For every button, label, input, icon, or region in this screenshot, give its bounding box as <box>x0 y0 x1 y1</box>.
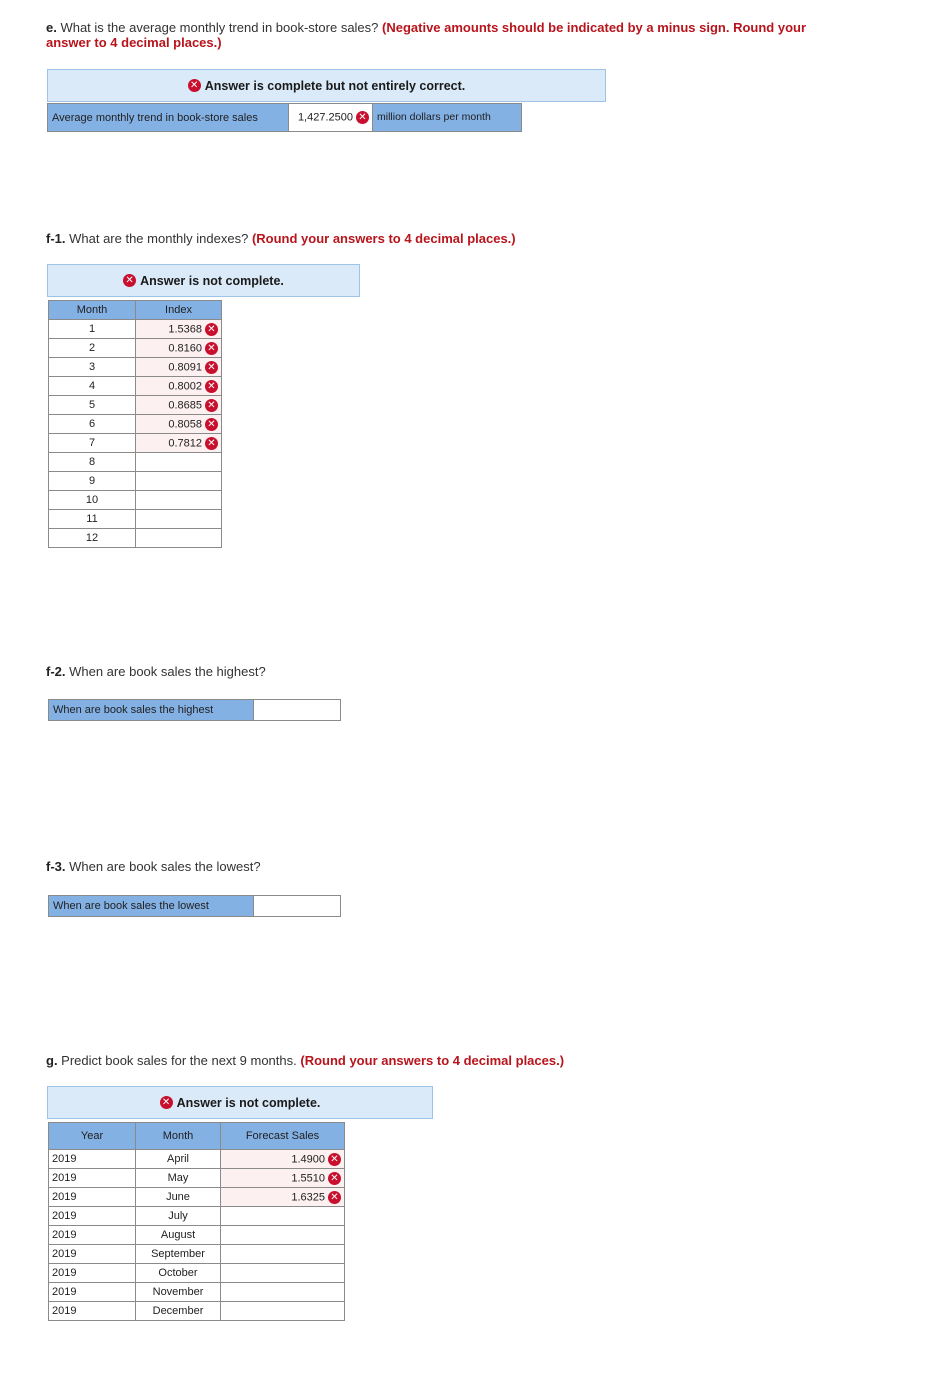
row-label: Average monthly trend in book-store sales <box>48 104 289 132</box>
row-label: When are book sales the highest <box>49 700 254 721</box>
x-circle-icon: ✕ <box>328 1191 341 1204</box>
month-cell: 9 <box>49 472 136 491</box>
year-cell: 2019 <box>49 1226 136 1245</box>
month-cell: December <box>136 1302 221 1321</box>
col-forecast: Forecast Sales <box>221 1123 345 1150</box>
x-circle-icon: ✕ <box>205 323 218 336</box>
table-row <box>49 472 222 491</box>
year-cell: 2019 <box>49 1264 136 1283</box>
x-circle-icon: ✕ <box>328 1153 341 1166</box>
table-row <box>49 1302 345 1321</box>
table-row <box>49 396 222 415</box>
highest-input[interactable] <box>254 700 341 721</box>
table-row <box>49 1169 345 1188</box>
month-cell: 1 <box>49 320 136 339</box>
table-row <box>49 1226 345 1245</box>
forecast-input[interactable] <box>221 1283 345 1302</box>
x-circle-icon: ✕ <box>205 437 218 450</box>
x-circle-icon: ✕ <box>205 342 218 355</box>
forecast-input[interactable]: 1.6325 ✕ <box>221 1188 345 1207</box>
index-table <box>48 300 222 548</box>
table-row <box>49 415 222 434</box>
year-cell: 2019 <box>49 1150 136 1169</box>
month-cell: 2 <box>49 339 136 358</box>
forecast-input[interactable] <box>221 1226 345 1245</box>
x-circle-icon: ✕ <box>205 418 218 431</box>
forecast-input[interactable] <box>221 1245 345 1264</box>
forecast-table <box>48 1122 345 1321</box>
status-banner-e: ✕ Answer is complete but not entirely correct. <box>47 69 606 102</box>
x-circle-icon: ✕ <box>356 111 369 124</box>
index-input[interactable]: 0.8160 ✕ <box>136 339 222 358</box>
forecast-input[interactable] <box>221 1302 345 1321</box>
x-circle-icon: ✕ <box>205 399 218 412</box>
index-input[interactable]: 0.8091 ✕ <box>136 358 222 377</box>
index-input[interactable] <box>136 472 222 491</box>
year-cell: 2019 <box>49 1169 136 1188</box>
year-cell: 2019 <box>49 1302 136 1321</box>
table-row <box>49 510 222 529</box>
month-cell: 12 <box>49 529 136 548</box>
table-row <box>49 377 222 396</box>
month-cell: May <box>136 1169 221 1188</box>
index-input[interactable] <box>136 529 222 548</box>
answer-table-f3 <box>48 895 341 917</box>
x-circle-icon: ✕ <box>328 1172 341 1185</box>
x-circle-icon: ✕ <box>123 274 136 287</box>
month-cell: June <box>136 1188 221 1207</box>
table-row <box>49 453 222 472</box>
x-circle-icon: ✕ <box>205 361 218 374</box>
question-f1: f-1. What are the monthly indexes? (Round your answers to 4 decimal places.) <box>46 231 516 246</box>
table-row <box>49 339 222 358</box>
answer-table-e <box>47 103 522 132</box>
month-cell: August <box>136 1226 221 1245</box>
month-cell: 7 <box>49 434 136 453</box>
month-cell: April <box>136 1150 221 1169</box>
year-cell: 2019 <box>49 1188 136 1207</box>
month-cell: October <box>136 1264 221 1283</box>
month-cell: November <box>136 1283 221 1302</box>
table-row <box>49 1188 345 1207</box>
status-banner-f1: ✕ Answer is not complete. <box>47 264 360 297</box>
forecast-input[interactable]: 1.5510 ✕ <box>221 1169 345 1188</box>
year-cell: 2019 <box>49 1283 136 1302</box>
index-input[interactable]: 0.8058 ✕ <box>136 415 222 434</box>
unit-label: million dollars per month <box>373 104 522 132</box>
table-row <box>49 320 222 339</box>
question-g: g. Predict book sales for the next 9 months. (Round your answers to 4 decimal places.) <box>46 1053 565 1068</box>
table-row <box>49 1264 345 1283</box>
forecast-input[interactable]: 1.4900 ✕ <box>221 1150 345 1169</box>
year-cell: 2019 <box>49 1245 136 1264</box>
status-banner-g: ✕ Answer is not complete. <box>47 1086 433 1119</box>
year-cell: 2019 <box>49 1207 136 1226</box>
trend-input[interactable]: 1,427.2500 ✕ <box>289 104 373 132</box>
question-f3: f-3. When are book sales the lowest? <box>46 859 261 874</box>
index-input[interactable] <box>136 491 222 510</box>
index-input[interactable]: 0.8002 ✕ <box>136 377 222 396</box>
month-cell: 4 <box>49 377 136 396</box>
col-year: Year <box>49 1123 136 1150</box>
question-f2: f-2. When are book sales the highest? <box>46 664 266 679</box>
table-row <box>49 529 222 548</box>
table-row <box>49 434 222 453</box>
table-row <box>49 1245 345 1264</box>
x-circle-icon: ✕ <box>160 1096 173 1109</box>
row-label: When are book sales the lowest <box>49 896 254 917</box>
table-row <box>49 1150 345 1169</box>
index-input[interactable] <box>136 510 222 529</box>
col-month: Month <box>49 301 136 320</box>
index-input[interactable] <box>136 453 222 472</box>
table-row <box>49 1283 345 1302</box>
month-cell: 8 <box>49 453 136 472</box>
x-circle-icon: ✕ <box>205 380 218 393</box>
month-cell: July <box>136 1207 221 1226</box>
index-input[interactable]: 0.8685 ✕ <box>136 396 222 415</box>
table-row <box>49 358 222 377</box>
answer-table-f2 <box>48 699 341 721</box>
month-cell: 5 <box>49 396 136 415</box>
index-input[interactable]: 1.5368 ✕ <box>136 320 222 339</box>
month-cell: 11 <box>49 510 136 529</box>
table-row <box>49 1207 345 1226</box>
month-cell: 3 <box>49 358 136 377</box>
col-month: Month <box>136 1123 221 1150</box>
forecast-input[interactable] <box>221 1264 345 1283</box>
month-cell: 10 <box>49 491 136 510</box>
month-cell: September <box>136 1245 221 1264</box>
month-cell: 6 <box>49 415 136 434</box>
lowest-input[interactable] <box>254 896 341 917</box>
table-row <box>49 491 222 510</box>
index-input[interactable]: 0.7812 ✕ <box>136 434 222 453</box>
question-e: e. What is the average monthly trend in book-store sales? (Negative amounts should be indicated by a minus sign. Round your answer to 4 decimal places.) <box>46 20 807 50</box>
x-circle-icon: ✕ <box>188 79 201 92</box>
forecast-input[interactable] <box>221 1207 345 1226</box>
col-index: Index <box>136 301 222 320</box>
